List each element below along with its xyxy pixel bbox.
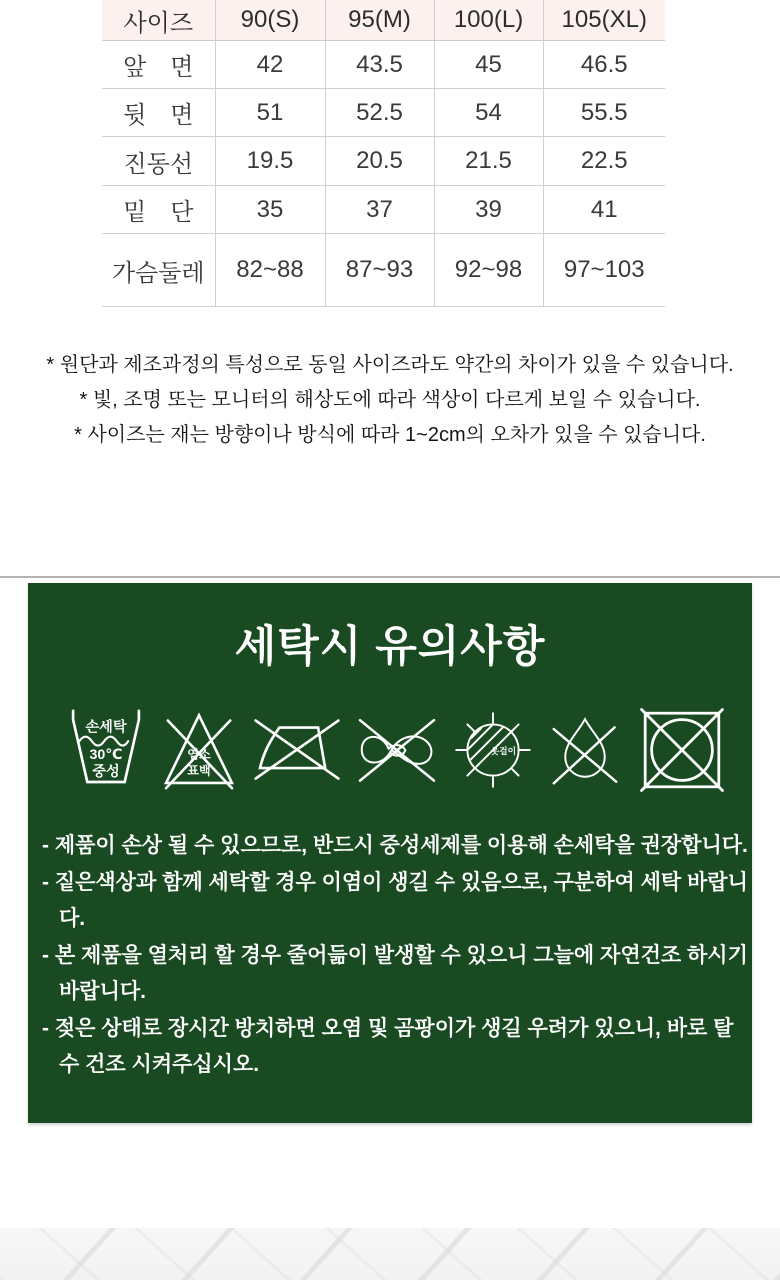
table-row: [102, 41, 665, 89]
size-cell: 46.5: [543, 41, 665, 89]
size-cell: 51: [215, 89, 325, 137]
no-iron-icon: [253, 701, 341, 799]
size-cell: 22.5: [543, 137, 665, 186]
size-header-cell: 105(XL): [543, 0, 665, 41]
fabric-texture-band: [0, 1228, 780, 1280]
washing-notes: [42, 828, 748, 1084]
disclaimer-line: * 원단과 제조과정의 특성으로 동일 사이즈라도 약간의 차이가 있을 수 있습니다.: [46, 354, 734, 376]
washing-note: - 젖은 상태로 장시간 방치하면 오염 및 곰팡이가 생길 우려가 있으니, 바로 탈수 건조 시켜주십시오.: [42, 1016, 734, 1076]
disclaimer-line: * 사이즈는 재는 방향이나 방식에 따라 1~2cm의 오차가 있을 수 있습니다.: [74, 424, 706, 446]
size-cell: 82~88: [215, 234, 325, 307]
size-cell: 35: [215, 186, 325, 234]
row-label: 앞 면: [102, 41, 215, 89]
hand-wash-30-neutral-icon: [66, 701, 146, 799]
section-divider: [0, 576, 780, 578]
size-cell: 87~93: [325, 234, 434, 307]
svg-text:30℃: 30℃: [89, 746, 123, 763]
size-cell: 54: [434, 89, 543, 137]
washing-note: - 본 제품을 열처리 할 경우 줄어듦이 발생할 수 있으니 그늘에 자연건조 하시기 바랍니다.: [42, 943, 748, 1003]
size-header-cell: 사이즈: [102, 0, 215, 41]
size-chart-table: [102, 0, 665, 307]
svg-text:표백: 표백: [187, 763, 212, 778]
washing-note: - 짙은색상과 함께 세탁할 경우 이염이 생길 수 있음으로, 구분하여 세탁 바랍니다.: [42, 870, 748, 930]
size-cell: 43.5: [325, 41, 434, 89]
size-cell: 20.5: [325, 137, 434, 186]
size-cell: 37: [325, 186, 434, 234]
washing-precautions-title: 세탁시 유의사항: [234, 623, 546, 671]
size-cell: 45: [434, 41, 543, 89]
washing-note: - 제품이 손상 될 수 있으므로, 반드시 중성세제를 이용해 손세탁을 권장합니다.: [42, 834, 748, 857]
size-cell: 52.5: [325, 89, 434, 137]
size-header-cell: 90(S): [215, 0, 325, 41]
svg-text:옷걸이: 옷걸이: [490, 746, 517, 756]
washing-precautions-panel: [28, 583, 752, 1123]
size-cell: 19.5: [215, 137, 325, 186]
size-cell: 39: [434, 186, 543, 234]
size-cell: 92~98: [434, 234, 543, 307]
table-row: [102, 89, 665, 137]
no-chlorine-bleach-icon: [160, 701, 238, 799]
svg-text:손세탁: 손세탁: [85, 719, 127, 736]
no-tumble-dry-icon: [636, 701, 728, 799]
svg-text:염소: 염소: [187, 747, 212, 762]
no-soak-icon: [548, 701, 622, 799]
size-table-header-row: [102, 0, 665, 41]
disclaimer-line: * 빛, 조명 또는 모니터의 해상도에 따라 색상이 다르게 보일 수 있습니다.: [79, 389, 701, 411]
row-label: 밑 단: [102, 186, 215, 234]
no-wring-icon: [355, 701, 439, 799]
size-cell: 21.5: [434, 137, 543, 186]
size-cell: 97~103: [543, 234, 665, 307]
table-row: [102, 234, 665, 307]
size-disclaimer: [0, 348, 780, 453]
table-row: [102, 137, 665, 186]
size-header-cell: 95(M): [325, 0, 434, 41]
shade-dry-hanger-icon: [453, 701, 533, 799]
row-label: 가슴둘레: [102, 234, 215, 307]
size-header-cell: 100(L): [434, 0, 543, 41]
row-label: 진동선: [102, 137, 215, 186]
care-symbols-row: [66, 698, 728, 802]
table-row: [102, 186, 665, 234]
size-cell: 41: [543, 186, 665, 234]
svg-text:중성: 중성: [92, 763, 120, 780]
size-cell: 42: [215, 41, 325, 89]
size-cell: 55.5: [543, 89, 665, 137]
row-label: 뒷 면: [102, 89, 215, 137]
